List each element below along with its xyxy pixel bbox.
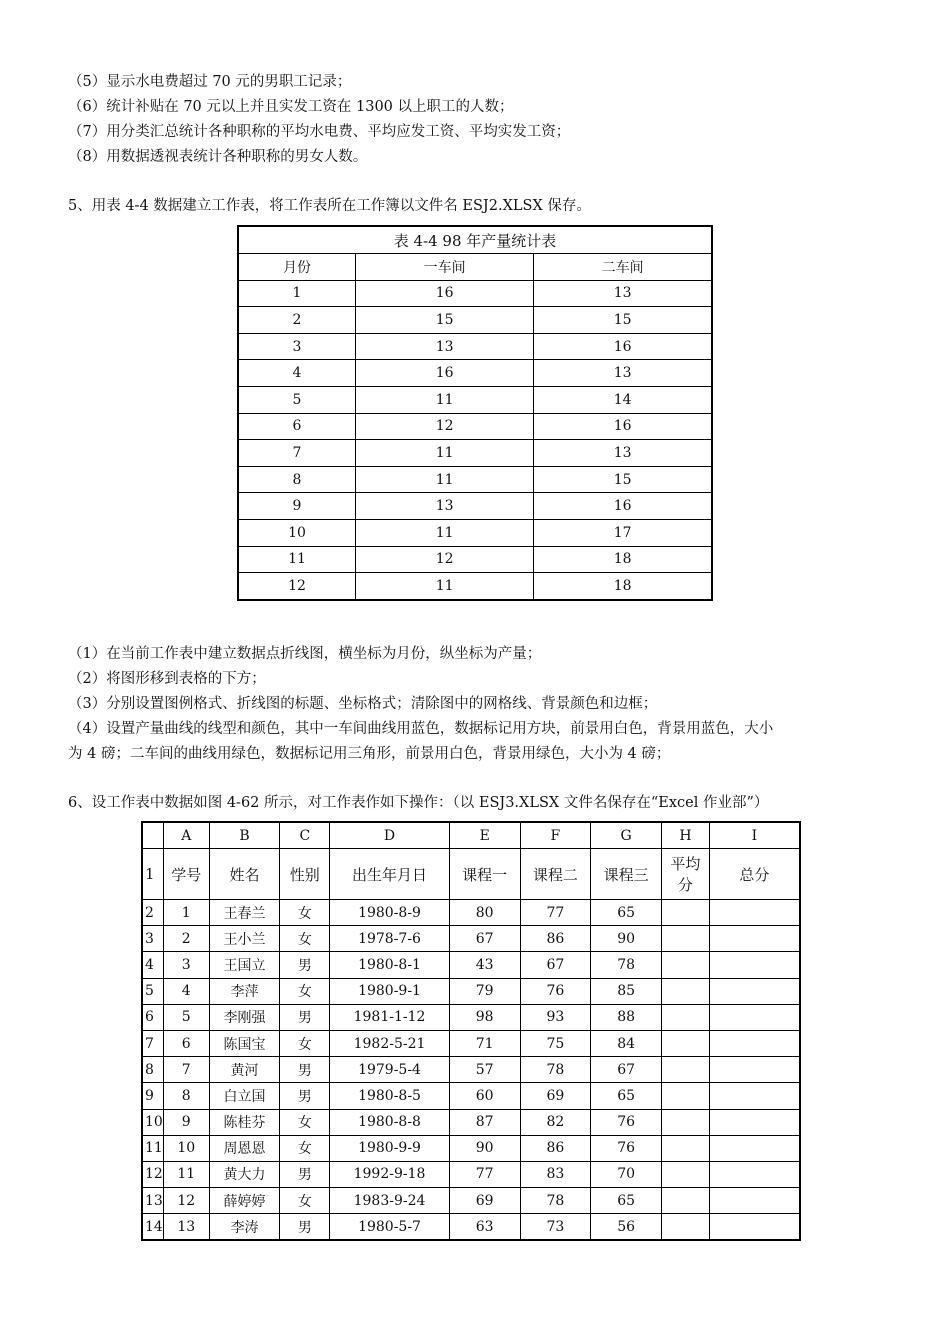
table-caption: 表 4-4 98 年产量统计表 [238, 226, 712, 254]
table-cell: 71 [449, 1030, 520, 1056]
table-cell: 14 [534, 386, 712, 413]
column-letter [142, 822, 163, 849]
table-cell: 9 [238, 493, 356, 520]
column-letter: I [709, 822, 800, 849]
list-item: 为 4 磅；二车间的曲线用绿色，数据标记用三角形，前景用白色，背景用绿色，大小为 4 磅； [68, 746, 671, 762]
list-item: （6）统计补贴在 70 元以上并且实发工资在 1300 以上职工的人数； [68, 99, 514, 115]
table-row [142, 1135, 800, 1161]
table-cell: 2 [238, 307, 356, 334]
table-cell: 18 [534, 573, 712, 600]
table-cell: 女 [280, 926, 330, 952]
table-cell: 11 [163, 1161, 209, 1187]
question-5: 5、用表 4-4 数据建立工作表，将工作表所在工作簿以文件名 ESJ2.XLSX 保存。 [68, 198, 591, 214]
table-cell: 1 [163, 900, 209, 926]
row-number: 14 [142, 1214, 163, 1241]
table-cell: 1981-1-12 [330, 1004, 450, 1030]
empty-cell [662, 1057, 710, 1083]
table-cell: 16 [534, 413, 712, 440]
row-number: 4 [142, 952, 163, 978]
table-cell: 王春兰 [209, 900, 280, 926]
table-cell: 17 [534, 519, 712, 546]
header-row [142, 849, 800, 900]
table-cell: 1980-5-7 [330, 1214, 450, 1241]
table-cell: 79 [449, 978, 520, 1004]
table-cell: 76 [591, 1135, 662, 1161]
column-header: 性别 [280, 849, 330, 900]
table-row [142, 1004, 800, 1030]
table-cell: 12 [356, 413, 534, 440]
empty-cell [709, 1083, 800, 1109]
row-number: 1 [142, 849, 163, 900]
column-letter: F [520, 822, 591, 849]
table-cell: 11 [356, 466, 534, 493]
table-cell: 1992-9-18 [330, 1161, 450, 1187]
empty-cell [709, 978, 800, 1004]
table-cell: 女 [280, 1109, 330, 1135]
column-header: 出生年月日 [330, 849, 450, 900]
table-cell: 8 [238, 466, 356, 493]
column-header: 平均 分 [662, 849, 710, 900]
table-row [142, 1188, 800, 1214]
table-row [238, 573, 712, 600]
list-item: （1）在当前工作表中建立数据点折线图，横坐标为月份，纵坐标为产量； [68, 646, 542, 662]
table-cell: 1980-8-1 [330, 952, 450, 978]
table-cell: 11 [356, 519, 534, 546]
table-cell: 80 [449, 900, 520, 926]
table-cell: 7 [238, 440, 356, 467]
table-cell: 1983-9-24 [330, 1188, 450, 1214]
table-cell: 88 [591, 1004, 662, 1030]
empty-cell [709, 1214, 800, 1241]
empty-cell [709, 926, 800, 952]
table-cell: 87 [449, 1109, 520, 1135]
table-row [142, 1214, 800, 1241]
table-cell: 16 [356, 360, 534, 387]
row-number: 13 [142, 1188, 163, 1214]
table-cell: 王国立 [209, 952, 280, 978]
table-cell: 1 [238, 280, 356, 307]
table-cell: 15 [534, 307, 712, 334]
table-cell: 1982-5-21 [330, 1030, 450, 1056]
question-6: 6、设工作表中数据如图 4-62 所示，对工作表作如下操作：（以 ESJ3.XLSX 文件名保存在“Excel 作业部”） [68, 795, 769, 811]
table-cell: 陈桂芬 [209, 1109, 280, 1135]
table-cell: 1980-8-5 [330, 1083, 450, 1109]
empty-cell [662, 1161, 710, 1187]
table-row [142, 978, 800, 1004]
table-cell: 12 [238, 573, 356, 600]
empty-cell [709, 1188, 800, 1214]
table-row [238, 519, 712, 546]
table-cell: 16 [534, 333, 712, 360]
column-header: 二车间 [534, 254, 712, 281]
table-cell: 黄大力 [209, 1161, 280, 1187]
column-header: 月份 [238, 254, 356, 281]
empty-cell [709, 1004, 800, 1030]
table-row [142, 1083, 800, 1109]
table-cell: 76 [520, 978, 591, 1004]
empty-cell [662, 978, 710, 1004]
table-cell: 57 [449, 1057, 520, 1083]
table-cell: 10 [238, 519, 356, 546]
table-row [142, 1057, 800, 1083]
table-cell: 13 [163, 1214, 209, 1241]
table-cell: 60 [449, 1083, 520, 1109]
table-cell: 18 [534, 546, 712, 573]
table-cell: 75 [520, 1030, 591, 1056]
list-item: （8）用数据透视表统计各种职称的男女人数。 [68, 149, 368, 165]
row-number: 5 [142, 978, 163, 1004]
table-cell: 67 [591, 1057, 662, 1083]
table-cell: 83 [520, 1161, 591, 1187]
column-letter: C [280, 822, 330, 849]
table-row [142, 1161, 800, 1187]
table-cell: 65 [591, 1188, 662, 1214]
column-letter: B [209, 822, 280, 849]
list-item: （5）显示水电费超过 70 元的男职工记录； [68, 74, 352, 90]
table-cell: 1980-9-9 [330, 1135, 450, 1161]
table-cell: 1979-5-4 [330, 1057, 450, 1083]
table-cell: 3 [238, 333, 356, 360]
row-number: 11 [142, 1135, 163, 1161]
table-cell: 4 [238, 360, 356, 387]
empty-cell [662, 1004, 710, 1030]
table-cell: 薛婷婷 [209, 1188, 280, 1214]
table-cell: 陈国宝 [209, 1030, 280, 1056]
empty-cell [662, 1135, 710, 1161]
table-cell: 4 [163, 978, 209, 1004]
table-cell: 13 [356, 493, 534, 520]
table-cell: 12 [163, 1188, 209, 1214]
table-body [142, 900, 800, 1241]
table-cell: 73 [520, 1214, 591, 1241]
table-cell: 85 [591, 978, 662, 1004]
table-cell: 10 [163, 1135, 209, 1161]
list-item: （3）分别设置图例格式、折线图的标题、坐标格式；清除图中的网格线、背景颜色和边框； [68, 696, 658, 712]
column-header: 一车间 [356, 254, 534, 281]
table-cell: 43 [449, 952, 520, 978]
row-number: 12 [142, 1161, 163, 1187]
table-cell: 男 [280, 952, 330, 978]
table-row [238, 360, 712, 387]
table-cell: 8 [163, 1083, 209, 1109]
column-letter: H [662, 822, 710, 849]
table-cell: 白立国 [209, 1083, 280, 1109]
table-cell: 6 [238, 413, 356, 440]
empty-cell [709, 1161, 800, 1187]
empty-cell [709, 952, 800, 978]
table-cell: 90 [449, 1135, 520, 1161]
table-row [142, 952, 800, 978]
table-cell: 黄河 [209, 1057, 280, 1083]
empty-cell [662, 926, 710, 952]
table-cell: 7 [163, 1057, 209, 1083]
table-cell: 女 [280, 978, 330, 1004]
table-row [238, 280, 712, 307]
empty-cell [662, 1188, 710, 1214]
row-number: 9 [142, 1083, 163, 1109]
empty-cell [662, 900, 710, 926]
table-cell: 男 [280, 1004, 330, 1030]
empty-cell [662, 952, 710, 978]
row-number: 2 [142, 900, 163, 926]
column-header: 课程一 [449, 849, 520, 900]
table-cell: 男 [280, 1161, 330, 1187]
table-cell: 5 [163, 1004, 209, 1030]
row-number: 3 [142, 926, 163, 952]
table-cell: 3 [163, 952, 209, 978]
student-scores-sheet [141, 821, 801, 1241]
table-cell: 63 [449, 1214, 520, 1241]
table-cell: 李刚强 [209, 1004, 280, 1030]
table-cell: 11 [356, 573, 534, 600]
table-cell: 16 [534, 493, 712, 520]
table-cell: 86 [520, 926, 591, 952]
table-row [238, 333, 712, 360]
empty-cell [709, 1030, 800, 1056]
column-header: 姓名 [209, 849, 280, 900]
empty-cell [709, 900, 800, 926]
column-letter: G [591, 822, 662, 849]
column-header: 总分 [709, 849, 800, 900]
column-header: 课程三 [591, 849, 662, 900]
table-cell: 1978-7-6 [330, 926, 450, 952]
table-cell: 王小兰 [209, 926, 280, 952]
table-cell: 67 [449, 926, 520, 952]
table-cell: 56 [591, 1214, 662, 1241]
table-cell: 2 [163, 926, 209, 952]
table-cell: 1980-8-9 [330, 900, 450, 926]
row-number: 7 [142, 1030, 163, 1056]
table-cell: 65 [591, 1083, 662, 1109]
table-cell: 77 [449, 1161, 520, 1187]
table-cell: 5 [238, 386, 356, 413]
table-cell: 77 [520, 900, 591, 926]
table-cell: 女 [280, 900, 330, 926]
table-cell: 69 [449, 1188, 520, 1214]
list-item: （2）将图形移到表格的下方； [68, 671, 266, 687]
table-cell: 76 [591, 1109, 662, 1135]
table-row [238, 546, 712, 573]
table-cell: 15 [534, 466, 712, 493]
list-item: （7）用分类汇总统计各种职称的平均水电费、平均应发工资、平均实发工资； [68, 124, 571, 140]
table-cell: 男 [280, 1083, 330, 1109]
table-cell: 16 [356, 280, 534, 307]
table-cell: 女 [280, 1030, 330, 1056]
column-letter: E [449, 822, 520, 849]
table-cell: 98 [449, 1004, 520, 1030]
column-letters-row [142, 822, 800, 849]
column-letter: A [163, 822, 209, 849]
table-cell: 86 [520, 1135, 591, 1161]
table-cell: 男 [280, 1214, 330, 1241]
production-table [237, 225, 713, 601]
table-cell: 93 [520, 1004, 591, 1030]
table-cell: 13 [534, 440, 712, 467]
table-cell: 11 [356, 440, 534, 467]
table-cell: 70 [591, 1161, 662, 1187]
table-cell: 84 [591, 1030, 662, 1056]
table-row [142, 900, 800, 926]
table-cell: 女 [280, 1135, 330, 1161]
table-cell: 周恩恩 [209, 1135, 280, 1161]
empty-cell [709, 1135, 800, 1161]
table-cell: 78 [520, 1188, 591, 1214]
table-cell: 15 [356, 307, 534, 334]
empty-cell [662, 1083, 710, 1109]
table-cell: 65 [591, 900, 662, 926]
table-cell: 13 [356, 333, 534, 360]
table-row [238, 413, 712, 440]
table-cell: 78 [520, 1057, 591, 1083]
table-cell: 11 [356, 386, 534, 413]
table-cell: 1980-8-8 [330, 1109, 450, 1135]
empty-cell [662, 1109, 710, 1135]
table-cell: 90 [591, 926, 662, 952]
column-header: 学号 [163, 849, 209, 900]
empty-cell [709, 1109, 800, 1135]
empty-cell [709, 1057, 800, 1083]
table-cell: 13 [534, 280, 712, 307]
row-number: 10 [142, 1109, 163, 1135]
table-row [238, 493, 712, 520]
table-cell: 李萍 [209, 978, 280, 1004]
table-cell: 13 [534, 360, 712, 387]
table-row [142, 926, 800, 952]
table-row [142, 1109, 800, 1135]
table-cell: 李涛 [209, 1214, 280, 1241]
column-letter: D [330, 822, 450, 849]
table-cell: 69 [520, 1083, 591, 1109]
table-cell: 1980-9-1 [330, 978, 450, 1004]
table-cell: 82 [520, 1109, 591, 1135]
table-row [142, 1030, 800, 1056]
column-header: 课程二 [520, 849, 591, 900]
table-cell: 男 [280, 1057, 330, 1083]
table-cell: 9 [163, 1109, 209, 1135]
table-cell: 6 [163, 1030, 209, 1056]
row-number: 6 [142, 1004, 163, 1030]
table-row [238, 386, 712, 413]
table-cell: 67 [520, 952, 591, 978]
empty-cell [662, 1030, 710, 1056]
table-cell: 12 [356, 546, 534, 573]
table-cell: 78 [591, 952, 662, 978]
table-row [238, 307, 712, 334]
list-item: （4）设置产量曲线的线型和颜色，其中一车间曲线用蓝色，数据标记用方块，前景用白色，背景用蓝色，大小 [68, 721, 774, 737]
table-row [238, 466, 712, 493]
table-body [238, 280, 712, 600]
table-cell: 11 [238, 546, 356, 573]
row-number: 8 [142, 1057, 163, 1083]
empty-cell [662, 1214, 710, 1241]
table-cell: 女 [280, 1188, 330, 1214]
table-row [238, 440, 712, 467]
